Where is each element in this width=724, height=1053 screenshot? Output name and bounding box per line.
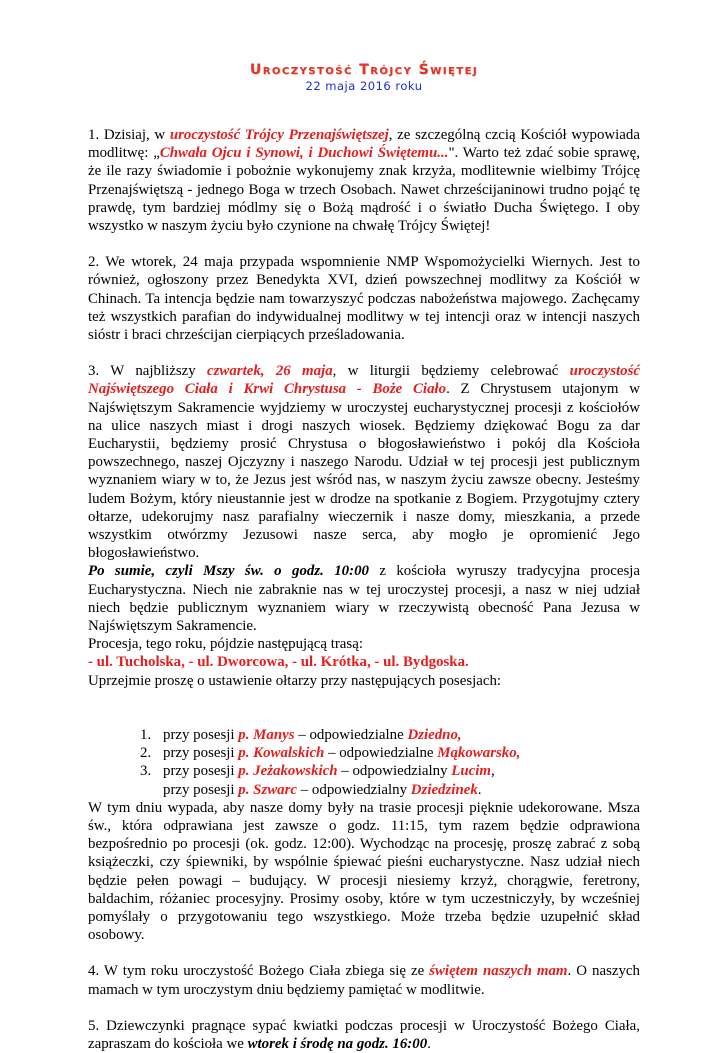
list-number: 3. (140, 763, 152, 780)
list-number: 1. (140, 726, 152, 743)
paragraph-3-details: W tym dniu wypada, aby nasze domy były na trasie procesji pięknie udekorowane. Msza św., która odprawiana jest zawsze o godz. 11:15, tym razem będzie odprawiona bezpośrednio po procesji (ok. godz. 12:00). Wychodząc na procesję, proszę zabrać z sobą książeczki, czy śpiewniki, by wspólnie śpiewać pieśni eucharystyczne. Nasz udział niech będzie pełen powagi – budujący. W procesji niesiemy krzyż, chorągwie, feretrony, baldachim, różaniec procesyjny. Prosimy osoby, które w tym uczestniczyły, by wcześniej pomyślały o przygotowaniu tego wszystkiego. Może trzeba będzie uzupełnić skład osobowy. (88, 799, 640, 944)
altar-mid: – odpowiedzialne (324, 745, 438, 762)
paragraph-5 (88, 1017, 640, 1053)
altar-pre: przy posesji (163, 763, 239, 780)
altar-pre: przy posesji (163, 726, 239, 743)
altar-responsible: Mąkowarsko, (437, 745, 521, 762)
paragraph-2: 2. We wtorek, 24 maja przypada wspomnienie NMP Wspomożycielki Wiernych. Jest to również, ogłoszony przez Benedykta XVI, dzień powszechnej modlitwy za Kościół w Chinach. Ta intencja będzie nam towarzyszyć podczas nabożeństwa majowego. Zachęcamy też wszystkich parafian do indywidualnej modlitwy w tej intencji oraz w intencji naszych sióstr i braci chrześcijan cierpiących prześladowania. (88, 254, 640, 344)
altar-tail: , (491, 763, 495, 780)
p1-text-c: , ze szczególną czcią Kościół wypowiada modlitwę: „ (88, 127, 640, 162)
altar-owner: p. Jeżakowskich (238, 763, 338, 780)
p1-text-e: ". Warto też zdać sobie sprawę, że ile razy świadomie i pobożnie wykonujemy znak krzyża, modlitewnie wielbimy Trójcę Przenajświętszą - jednego Boga w trzech Osobach. Nawet chrześcijaninowi trudno pojąć tę prawdę, tym bardziej módlmy się o Bożą mądrość i o światło Ducha Świętego. I oby wszystko w naszym życiu było czynione na chwałę Trójcy Świętej! (88, 145, 640, 235)
altar-tail: . (477, 781, 482, 798)
p3-text-a: 3. W najbliższy (88, 363, 208, 380)
altar-responsible: Lucim (451, 763, 492, 780)
route-intro: Procesja, tego roku, pójdzie następującą trasą: (88, 636, 363, 653)
p4-text-c: . O naszych mamach w tym uroczystym dniu będziemy pamiętać w modlitwie. (88, 963, 640, 998)
altar-mid: – odpowiedzialny (297, 781, 411, 798)
altars-list (88, 726, 640, 799)
p3-text-e: . Z Chrystusem utajonym w Najświętszym Sakramencie wyjdziemy w uroczystej eucharystycznej procesji z kościołów na ulice naszych miast i drogi naszych wiosek. Będziemy dziękować Bogu za dar Eucharystii, będziemy prosić Chrystusa o błogosławieństwo i pokój dla Kościoła powszechnego, naszej Ojczyzny i naszego Narodu. Udział w tej procesji jest publicznym wyznaniem wiary w to, że Jezus jest wśród nas, w naszym życiu zawsze obecny. Jesteśmy ludem Bożym, który nieustannie jest w drodze na spotkanie z Bogiem. Przygotujmy cztery ołtarze, udekorujmy nasz parafialny wieczernik i nasze domy, mieszkania, a przede wszystkim otwórzmy Jezusowi nasze serca, aby mogło je opromienić Jego błogosławieństwo. (88, 381, 640, 562)
list-number: 2. (140, 745, 152, 762)
list-item (88, 744, 640, 762)
paragraph-1 (88, 126, 640, 235)
list-item (88, 726, 640, 744)
p3-text-c: , w liturgii będziemy celebrować (332, 363, 570, 380)
altar-responsible: Dziedno, (407, 726, 462, 743)
paragraph-4 (88, 962, 640, 998)
p3-highlight-date: czwartek, 26 maja (207, 363, 333, 380)
altar-owner: p. Kowalskich (238, 745, 325, 762)
p3-mass-time: Po sumie, czyli Mszy św. o godz. 10:00 (88, 563, 369, 580)
document-page (88, 62, 640, 1053)
route-streets: - ul. Tucholska, - ul. Dworcowa, - ul. Krótka, - ul. Bydgoska. (88, 654, 469, 671)
altar-owner: p. Szwarc (238, 781, 298, 798)
list-item (88, 762, 640, 780)
altar-owner: p. Manys (238, 726, 295, 743)
page-title: Uroczystość Trójcy Świętej (249, 62, 479, 78)
p3-text-g: z kościoła wyruszy tradycyjna procesja Eucharystyczna. Niech nie zabraknie nas w tej uroczystej procesji, a nasz w niej udział niech będzie publicznym wyznaniem wiary w rzeczywistą obecność Pana Jezusa w Najświętszym Sakramencie. (88, 563, 641, 635)
p1-text-a: 1. Dzisiaj, w (88, 127, 170, 143)
list-item (88, 781, 640, 799)
altar-pre: przy posesji (163, 745, 239, 762)
altars-intro: Uprzejmie proszę o ustawienie ołtarzy przy następujących posesjach: (88, 672, 502, 689)
page-date: 22 maja 2016 roku (305, 79, 423, 93)
p4-highlight-mothers: świętem naszych mam (429, 963, 568, 980)
altar-pre: przy posesji (163, 781, 239, 798)
altar-mid: – odpowiedzialny (337, 763, 452, 780)
p1-highlight-prayer: Chwała Ojcu i Synowi, i Duchowi Świętemu... (159, 145, 449, 162)
p5-time: wtorek i środę na godz. 16:00 (247, 1035, 428, 1052)
altar-responsible: Dziedzinek (410, 781, 478, 798)
p3-highlight-feast: uroczystość Najświętszego Ciała i Krwi Chrystusa - Boże Ciało (88, 363, 640, 398)
altar-mid: – odpowiedzialne (294, 726, 408, 743)
p1-highlight-feast: uroczystość Trójcy Przenajświętszej (169, 127, 389, 143)
p5-text-a: 5. Dziewczynki pragnące sypać kwiatki podczas procesji w Uroczystość Bożego Ciała, zapraszam do kościoła we (88, 1017, 640, 1052)
p4-text-a: 4. W tym roku uroczystość Bożego Ciała zbiega się ze (88, 963, 430, 980)
p5-text-c: . (427, 1035, 431, 1052)
paragraph-3 (88, 362, 640, 562)
paragraph-3-procession (88, 562, 640, 635)
